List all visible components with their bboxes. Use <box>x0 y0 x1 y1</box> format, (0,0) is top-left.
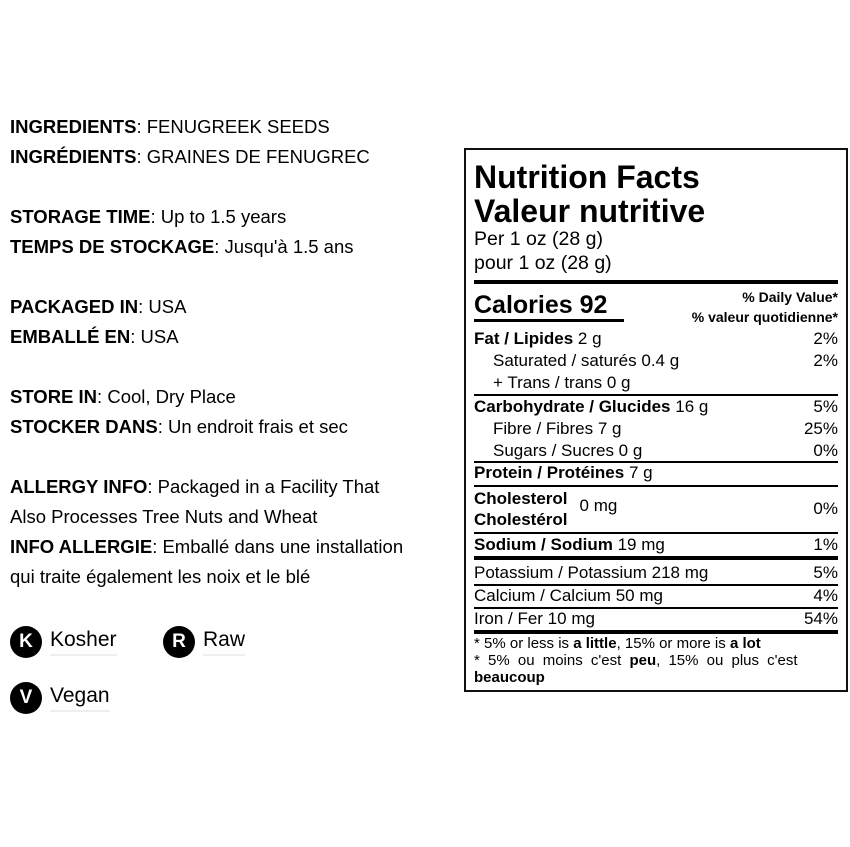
dv-fr: % valeur quotidienne* <box>691 309 838 325</box>
row-sugars: Sugars / Sucres 0 g 0% <box>493 441 838 460</box>
serving-en: Per 1 oz (28 g) <box>474 228 603 250</box>
packaged-en: PACKAGED IN: USA <box>10 296 187 317</box>
raw-icon: R <box>163 626 195 658</box>
title-en: Nutrition Facts <box>474 159 700 195</box>
divider <box>474 485 838 487</box>
footnote: * 5% or less is a little, 15% or more is a lot * 5% ou moins c'est peu, 15% ou plus c'est beaucoup <box>474 635 798 686</box>
storage-fr: TEMPS DE STOCKAGE: Jusqu'à 1.5 ans <box>10 236 354 257</box>
row-calcium: Calcium / Calcium 50 mg 4% <box>474 586 838 605</box>
dv-en: % Daily Value* <box>742 289 838 305</box>
allergy-fr: INFO ALLERGIE: Emballé dans une installation <box>10 536 404 557</box>
row-trans: + Trans / trans 0 g <box>493 373 631 392</box>
row-iron: Iron / Fer 10 mg 54% <box>474 609 838 628</box>
divider <box>474 532 838 534</box>
divider <box>474 394 838 396</box>
allergy-en: ALLERGY INFO: Packaged in a Facility That <box>10 476 380 497</box>
storage-en: STORAGE TIME: Up to 1.5 years <box>10 206 287 227</box>
thick-rule <box>474 280 838 284</box>
ingredients-en: INGREDIENTS: FENUGREEK SEEDS <box>10 116 330 137</box>
badge-kosher: K Kosher <box>10 626 117 658</box>
nutrition-facts-label <box>464 148 848 692</box>
thick-rule <box>474 556 838 560</box>
title-fr: Valeur nutritive <box>474 193 706 229</box>
vegan-icon: V <box>10 682 42 714</box>
calories: Calories 92 <box>474 291 608 319</box>
allergy-en-cont: Also Processes Tree Nuts and Wheat <box>10 506 318 527</box>
row-fibre: Fibre / Fibres 7 g 25% <box>493 419 838 438</box>
row-potassium: Potassium / Potassium 218 mg 5% <box>474 563 838 582</box>
badge-vegan: V Vegan <box>10 682 110 714</box>
row-cholesterol: Cholesterol Cholestérol 0 mg 0% <box>474 489 838 529</box>
thick-rule <box>474 630 838 634</box>
badge-raw: R Raw <box>163 626 245 658</box>
row-fat: Fat / Lipides 2 g 2% <box>474 329 838 348</box>
serving-fr: pour 1 oz (28 g) <box>474 252 612 274</box>
store-fr: STOCKER DANS: Un endroit frais et sec <box>10 416 348 437</box>
row-carbohydrate: Carbohydrate / Glucides 16 g 5% <box>474 397 838 416</box>
ingredients-fr: INGRÉDIENTS: GRAINES DE FENUGREC <box>10 146 370 167</box>
row-sodium: Sodium / Sodium 19 mg 1% <box>474 535 838 554</box>
row-saturated: Saturated / saturés 0.4 g 2% <box>493 351 838 370</box>
packaged-fr: EMBALLÉ EN: USA <box>10 326 179 347</box>
allergy-fr-cont: qui traite également les noix et le blé <box>10 566 311 587</box>
kosher-icon: K <box>10 626 42 658</box>
store-en: STORE IN: Cool, Dry Place <box>10 386 236 407</box>
row-protein: Protein / Protéines 7 g <box>474 463 653 482</box>
